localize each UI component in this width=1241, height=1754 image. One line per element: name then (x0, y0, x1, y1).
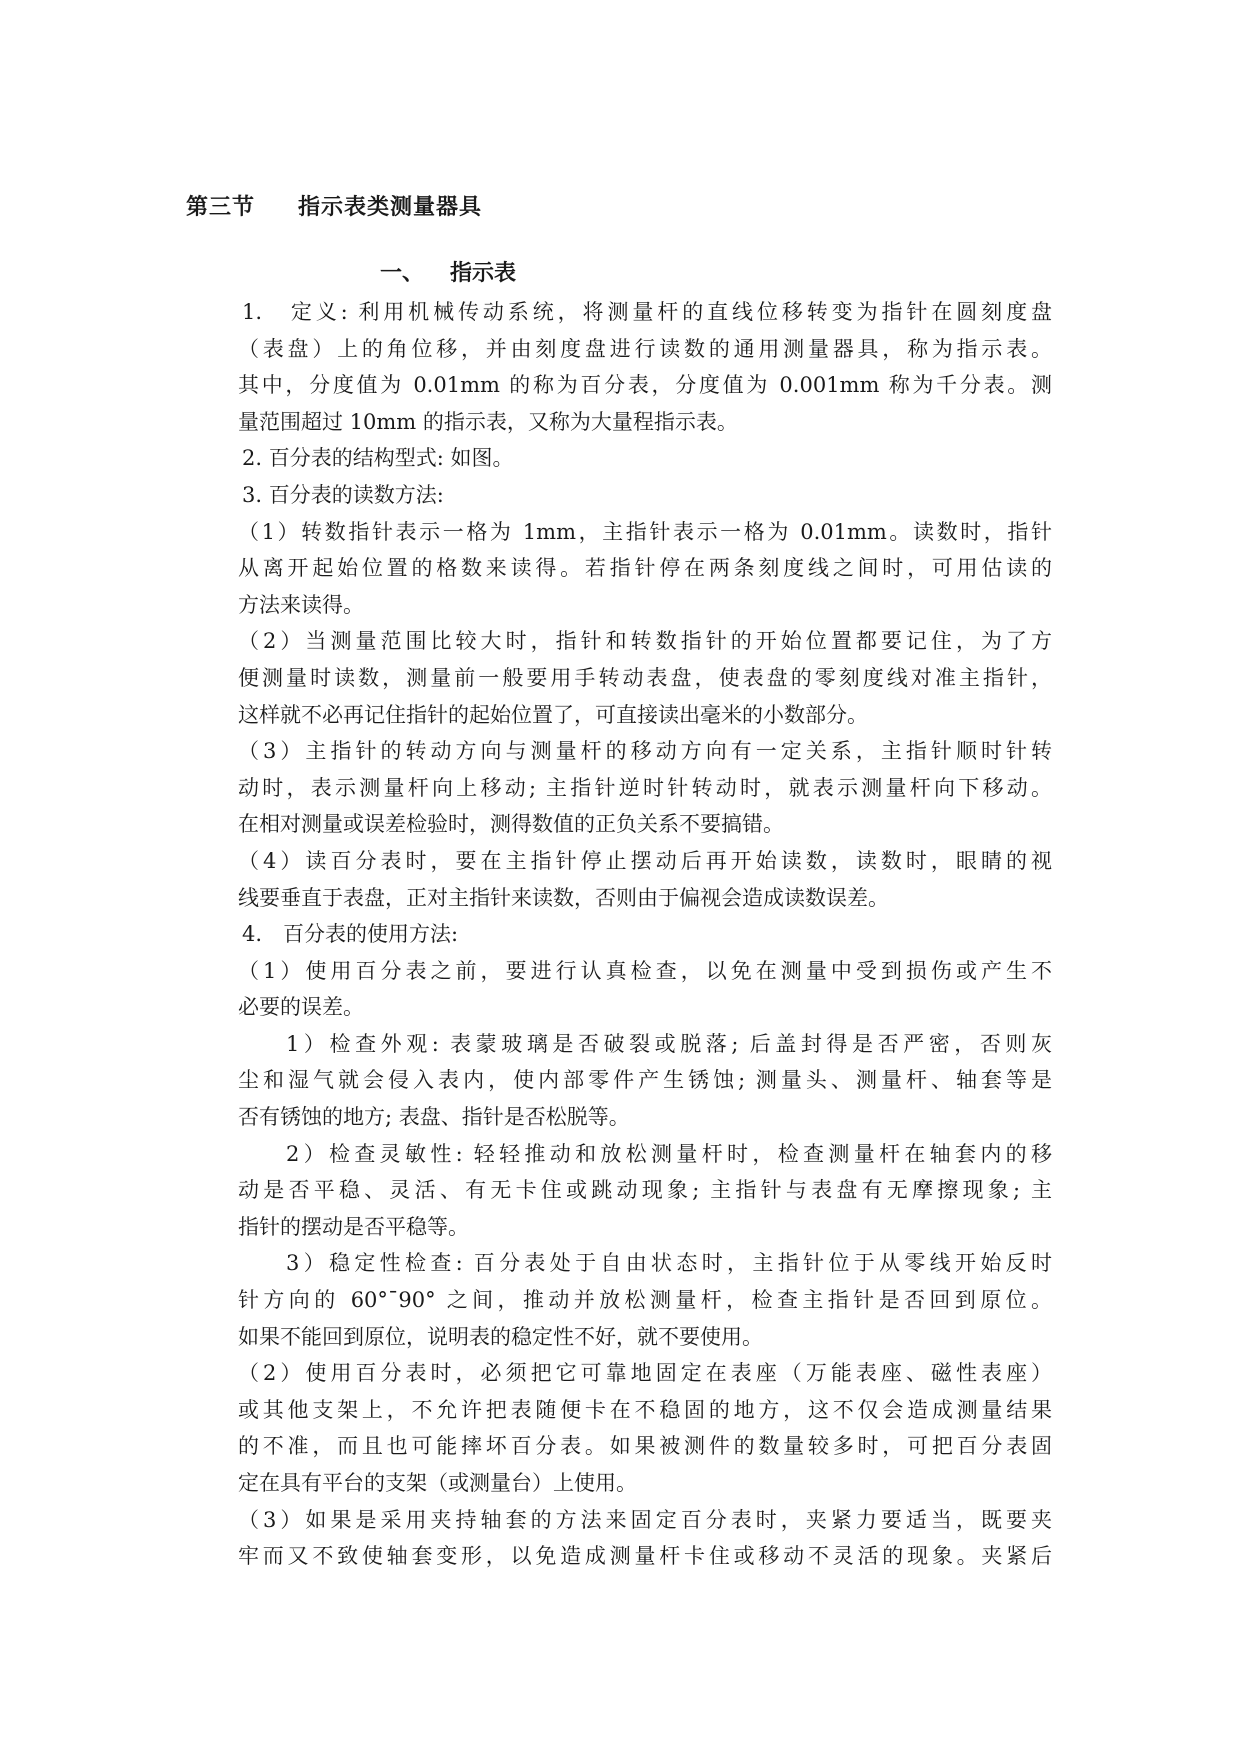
text-line: 尘和湿气就会侵入表内，使内部零件产生锈蚀; 测量头、测量杆、轴套等是 (238, 1068, 1052, 1093)
text-line: （1）转数指针表示一格为 1mm，主指针表示一格为 0.01mm。读数时，指针 (238, 519, 1052, 544)
section-number: 第三节 (186, 194, 256, 220)
text-line: （3）主指针的转动方向与测量杆的移动方向有一定关系，主指针顺时针转 (238, 739, 1052, 764)
text-line: 2. 百分表的结构型式: 如图。 (242, 446, 514, 471)
text-line: 或其他支架上，不允许把表随便卡在不稳固的地方，这不仅会造成测量结果 (238, 1397, 1052, 1422)
text-line: 指针的摆动是否平稳等。 (238, 1214, 469, 1239)
text-line: （3）如果是采用夹持轴套的方法来固定百分表时，夹紧力要适当，既要夹 (238, 1507, 1052, 1532)
text-line: （2）使用百分表时，必须把它可靠地固定在表座（万能表座、磁性表座） (238, 1361, 1052, 1386)
text-line: 3. 百分表的读数方法: (242, 482, 444, 507)
text-line: 1. 定义: 利用机械传动系统，将测量杆的直线位移转变为指针在圆刻度盘 (242, 300, 1052, 324)
text-line: 必要的误差。 (238, 995, 364, 1020)
text-line: 其中，分度值为 0.01mm 的称为百分表，分度值为 0.001mm 称为千分表。测 (238, 373, 1052, 398)
text-line: 线要垂直于表盘，正对主指针来读数，否则由于偏视会造成读数误差。 (238, 885, 889, 910)
text-line: 如果不能回到原位，说明表的稳定性不好，就不要使用。 (238, 1324, 763, 1349)
subsection-title: 指示表 (450, 260, 517, 286)
subsection-number: 一、 (380, 260, 425, 286)
text-line: （表盘）上的角位移，并由刻度盘进行读数的通用测量器具，称为指示表。 (238, 336, 1052, 361)
text-line: 动是否平稳、灵活、有无卡住或跳动现象; 主指针与表盘有无摩擦现象; 主 (238, 1178, 1052, 1203)
text-line: 这样就不必再记住指针的起始位置了，可直接读出毫米的小数部分。 (238, 702, 868, 727)
section-title: 指示表类测量器具 (298, 194, 483, 220)
text-line: 1）检查外观: 表蒙玻璃是否破裂或脱落; 后盖封得是否严密，否则灰 (286, 1031, 1052, 1056)
text-line: 的不准，而且也可能摔坏百分表。如果被测件的数量较多时，可把百分表固 (238, 1434, 1052, 1459)
section-heading (186, 190, 482, 221)
text-line: 动时，表示测量杆向上移动; 主指针逆时针转动时，就表示测量杆向下移动。 (238, 775, 1052, 800)
text-line: 牢而又不致使轴套变形，以免造成测量杆卡住或移动不灵活的现象。夹紧后 (238, 1544, 1052, 1569)
subsection-heading (380, 256, 516, 287)
text-line: 便测量时读数，测量前一般要用手转动表盘，使表盘的零刻度线对准主指针， (238, 665, 1052, 690)
text-line: 定在具有平台的支架（或测量台）上使用。 (238, 1471, 637, 1495)
text-line: 4. 百分表的使用方法: (242, 922, 459, 947)
text-line: 否有锈蚀的地方; 表盘、指针是否松脱等。 (238, 1105, 630, 1130)
text-line: （1）使用百分表之前，要进行认真检查，以免在测量中受到损伤或产生不 (238, 958, 1052, 983)
text-line: 在相对测量或误差检验时，测得数值的正负关系不要搞错。 (238, 812, 784, 837)
text-line: 针方向的 60°¯90° 之间，推动并放松测量杆，检查主指针是否回到原位。 (238, 1288, 1052, 1313)
text-line: 量范围超过 10mm 的指示表，又称为大量程指示表。 (238, 409, 738, 434)
text-line: （2）当测量范围比较大时，指针和转数指针的开始位置都要记住，为了方 (238, 629, 1052, 654)
text-line: 从离开起始位置的格数来读得。若指针停在两条刻度线之间时，可用估读的 (238, 556, 1052, 581)
text-line: 3）稳定性检查: 百分表处于自由状态时，主指针位于从零线开始反时 (286, 1251, 1052, 1276)
text-line: 方法来读得。 (238, 592, 364, 617)
text-line: 2）检查灵敏性: 轻轻推动和放松测量杆时，检查测量杆在轴套内的移 (286, 1141, 1052, 1166)
text-line: （4）读百分表时，要在主指针停止摆动后再开始读数，读数时，眼睛的视 (238, 848, 1052, 873)
body-text (238, 294, 1052, 1575)
